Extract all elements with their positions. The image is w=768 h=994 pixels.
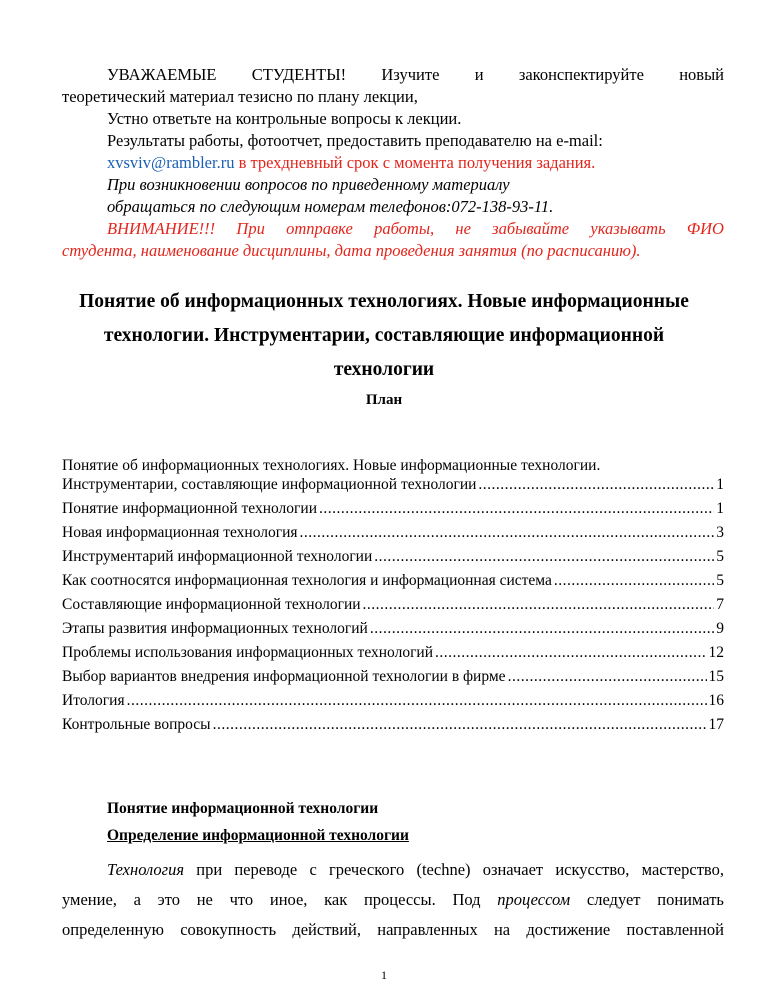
attention-line-1 (107, 218, 724, 239)
email-link[interactable]: xvsviv@rambler.ru (107, 153, 235, 172)
body-line-2 (62, 889, 724, 911)
body-word: а (133, 890, 141, 909)
attention-word: не (455, 219, 471, 238)
body-word: (techne) (416, 860, 471, 879)
toc-entry[interactable] (62, 523, 724, 542)
toc-entry[interactable] (62, 643, 724, 662)
body-word: определенную (62, 920, 164, 939)
toc-entry-page: 5 (716, 572, 724, 589)
toc-entry-page: 7 (716, 596, 724, 613)
toc-leader-dots (319, 499, 714, 518)
toc-entry-page: 16 (708, 692, 724, 709)
body-line-1 (107, 859, 724, 881)
attention-word: ФИО (686, 219, 724, 238)
attention-line-2: студента, наименование дисциплины, дата проведения занятия (по расписанию). (62, 241, 641, 260)
body-word: поставленной (626, 920, 724, 939)
body-word: не (196, 890, 213, 909)
term-process: процессом (497, 890, 571, 909)
body-word: Под (452, 890, 481, 909)
attention-word: При (236, 219, 265, 238)
title-line-1: Понятие об информационных технологиях. Новые информационные (79, 291, 689, 312)
questions-line-1: При возникновении вопросов по приведенному материалу (107, 175, 510, 194)
toc-entry[interactable] (62, 619, 724, 638)
body-word: переводе (234, 860, 298, 879)
body-line-3 (62, 919, 724, 941)
page-number: 1 (381, 968, 387, 982)
notice-word: новый (679, 65, 724, 84)
attention-word: отправке (286, 219, 353, 238)
toc-first-line: Понятие об информационных технологиях. Новые информационные технологии. (62, 457, 601, 474)
body-word: достижение (526, 920, 611, 939)
toc-entry-title: Итология (62, 692, 125, 709)
toc-entry-title: Составляющие информационной технологии (62, 596, 361, 613)
deadline-text: в трехдневный срок с момента получения задания. (234, 153, 596, 172)
section-subheading: Определение информационной технологии (107, 827, 409, 844)
plan-label: План (365, 392, 403, 408)
body-word: умение, (62, 890, 117, 909)
toc-entry[interactable] (62, 475, 724, 494)
email-line (107, 152, 595, 173)
body-word: совокупность (180, 920, 277, 939)
body-word: понимать (657, 890, 724, 909)
toc-leader-dots (363, 595, 715, 614)
toc-entry-title: Инструментарий информационной технологии (62, 548, 373, 565)
notice-word: СТУДЕНТЫ! (251, 65, 347, 84)
toc-entry-page: 12 (708, 644, 724, 661)
body-word: означает (482, 860, 544, 879)
toc-entry[interactable] (62, 499, 724, 518)
notice-word: и (474, 65, 484, 84)
body-word: иное, (269, 890, 308, 909)
attention-word: забывайте (492, 219, 570, 238)
toc-entry-page: 15 (708, 668, 724, 685)
body-word: греческого (328, 860, 405, 879)
toc-leader-dots (127, 691, 707, 710)
attention-word: ВНИМАНИЕ!!! (107, 219, 216, 238)
toc-leader-dots (374, 547, 714, 566)
toc-entry[interactable] (62, 595, 724, 614)
notice-line-4: Результаты работы, фотоотчет, предоставить преподавателю на e-mail: (107, 131, 603, 150)
notice-line-3: Устно ответьте на контрольные вопросы к лекции. (107, 109, 462, 128)
body-word: искусство, (555, 860, 630, 879)
notice-line-1 (107, 64, 724, 85)
body-word: следует (586, 890, 641, 909)
toc-entry-title: Контрольные вопросы (62, 716, 211, 733)
toc-entry[interactable] (62, 715, 724, 734)
notice-word: законспектируйте (518, 65, 644, 84)
body-word: это (157, 890, 180, 909)
toc-entry[interactable] (62, 691, 724, 710)
questions-line-2: обращаться по следующим номерам телефонов:072-138-93-11. (107, 197, 554, 216)
toc-leader-dots (300, 523, 715, 542)
toc-entry[interactable] (62, 571, 724, 590)
toc-entry-title: Новая информационная технология (62, 524, 298, 541)
notice-word: Изучите (381, 65, 440, 84)
body-word: действий, (292, 920, 362, 939)
section-heading: Понятие информационной технологии (107, 800, 379, 817)
page-title (40, 285, 728, 387)
toc-entry-title: Инструментарии, составляющие информационной технологии (62, 476, 477, 493)
body-word: при (196, 860, 223, 879)
body-word: как (324, 890, 348, 909)
toc-leader-dots (508, 667, 707, 686)
toc-entry-title: Проблемы использования информационных технологий (62, 644, 434, 661)
toc-leader-dots (554, 571, 714, 590)
toc-entry[interactable] (62, 667, 724, 686)
toc-entry-page: 5 (716, 548, 724, 565)
notice-line-2: теоретический материал тезисно по плану лекции, (62, 87, 418, 106)
notice-word: УВАЖАЕМЫЕ (107, 65, 217, 84)
toc-entry-title: Как соотносятся информационная технология и информационная система (62, 572, 552, 589)
toc-entry-title: Понятие информационной технологии (62, 500, 317, 517)
body-word: мастерство, (641, 860, 724, 879)
toc-entry-page: 3 (716, 524, 724, 541)
attention-word: указывать (590, 219, 666, 238)
term-technology: Технология (107, 860, 185, 879)
body-word: направленных (377, 920, 478, 939)
body-word: что (229, 890, 254, 909)
attention-word: работы, (374, 219, 435, 238)
toc-entry-title: Выбор вариантов внедрения информационной технологии в фирме (62, 668, 506, 685)
toc-entry-page: 9 (716, 620, 724, 637)
toc-leader-dots (370, 619, 714, 638)
toc-entry-page: 1 (716, 476, 724, 493)
toc-entry[interactable] (62, 547, 724, 566)
title-line-2: технологии. Инструментарии, составляющие информационной (103, 325, 665, 346)
toc-leader-dots (478, 475, 714, 494)
title-line-3: технологии (333, 359, 435, 380)
body-word: на (493, 920, 511, 939)
body-word: процессы. (363, 890, 436, 909)
body-word: с (309, 860, 317, 879)
toc-leader-dots (435, 643, 706, 662)
toc-leader-dots (213, 715, 707, 734)
toc-entry-page: 1 (716, 500, 724, 517)
table-of-contents (62, 456, 724, 734)
toc-entry-title: Этапы развития информационных технологий (62, 620, 368, 637)
toc-entry-page: 17 (708, 716, 724, 733)
